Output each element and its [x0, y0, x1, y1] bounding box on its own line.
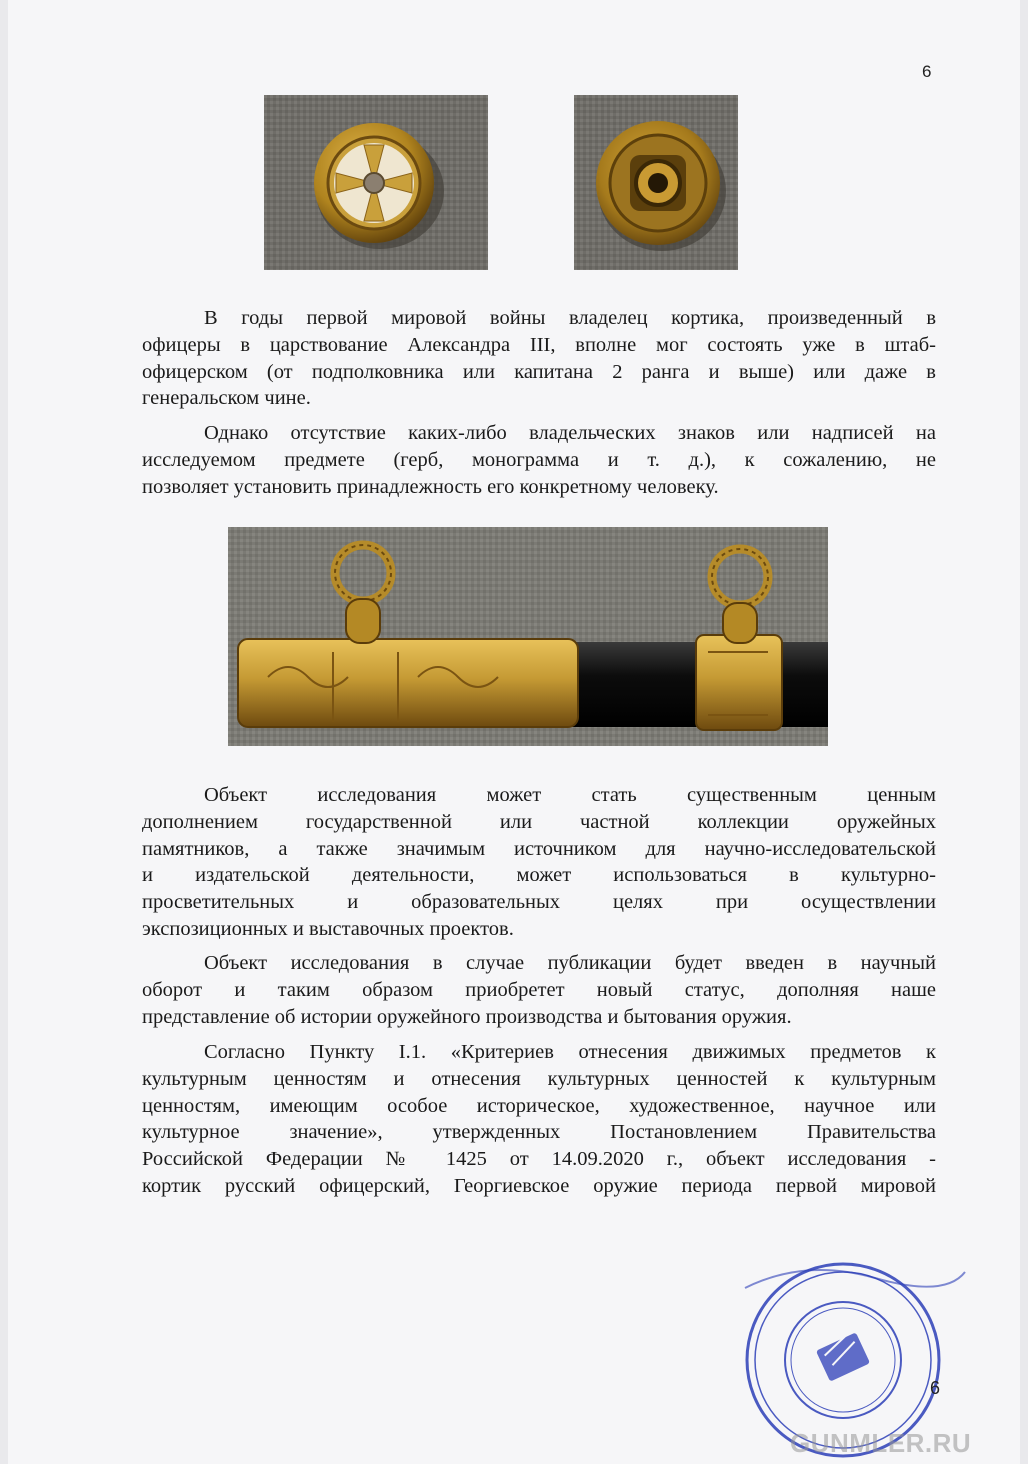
pommel-top-photo: [264, 95, 488, 270]
text-line: оборот и таким образом приобретет новый статус, дополняя наше: [142, 978, 936, 1001]
text-line: генеральском чине.: [142, 387, 311, 410]
page-number-bottom: 6: [930, 1378, 941, 1398]
text-line: просветительных и образовательных целях при осуществлении: [142, 891, 936, 914]
text-line: ценностям, имеющим особое историческое, художественное, научное или: [142, 1094, 936, 1117]
text-line: позволяет установить принадлежность его конкретному человеку.: [142, 475, 719, 498]
official-stamp: [735, 1248, 975, 1458]
text-line: исследуемом предмете (герб, монограмма и т. д.), к сожалению, не: [142, 448, 936, 471]
text-line: памятников, а также значимым источником для научно-исследовательской: [142, 837, 936, 860]
paragraph-4: [142, 950, 936, 1030]
page-number-top: 6: [922, 62, 932, 81]
text-line: Российской Федерации № 1425 от 14.09.2020 г., объект исследования -: [142, 1148, 936, 1171]
paragraph-2: [142, 420, 936, 500]
scabbard-photo: [228, 527, 828, 746]
text-line: офицеры в царствование Александра III, вполне мог состоять уже в штаб-: [142, 333, 936, 356]
text-line: Однако отсутствие каких-либо владельческих знаков или надписей на: [204, 422, 936, 444]
text-line: офицерском (от подполковника или капитана 2 ранга и выше) или даже в: [142, 360, 936, 383]
text-line: дополнением государственной или частной коллекции оружейных: [142, 810, 936, 833]
text-line: экспозиционных и выставочных проектов.: [142, 917, 514, 940]
watermark: GUNMLER.RU: [790, 1428, 972, 1458]
paragraph-1: [142, 305, 936, 412]
paragraph-3: [142, 782, 936, 943]
pommel-underside-photo: [574, 95, 738, 270]
text-line: представление об истории оружейного производства и бытования оружия.: [142, 1005, 792, 1028]
text-line: В годы первой мировой войны владелец кортика, произведенный в: [204, 307, 936, 329]
text-line: Объект исследования может стать существенным ценным: [204, 784, 936, 806]
text-line: культурное значение», утвержденных Постановлением Правительства: [142, 1121, 936, 1144]
text-line: и издательской деятельности, может использоваться в культурно-: [142, 864, 936, 887]
text-line: Объект исследования в случае публикации будет введен в научный: [204, 952, 936, 974]
paragraph-5: [142, 1039, 936, 1200]
text-line: культурным ценностям и отнесения культурных ценностей к культурным: [142, 1067, 936, 1090]
text-line: Согласно Пункту I.1. «Критериев отнесения движимых предметов к: [204, 1041, 936, 1063]
text-line: кортик русский офицерский, Георгиевское оружие периода первой мировой: [142, 1174, 936, 1197]
